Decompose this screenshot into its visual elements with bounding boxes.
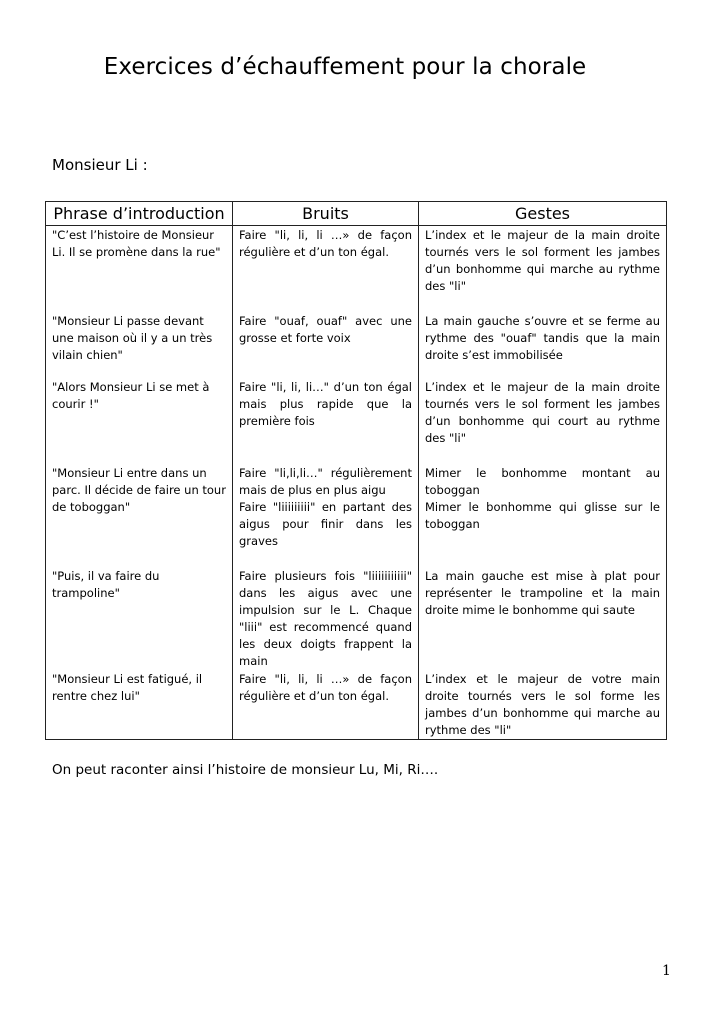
cell-gestes: Mimer le bonhomme montant au toboggan Mimer le bonhomme qui glisse sur le toboggan xyxy=(419,464,667,567)
cell-bruits: Faire "ouaf, ouaf" avec une grosse et forte voix xyxy=(233,312,419,378)
cell-phrase: "Monsieur Li entre dans un parc. Il décide de faire un tour de toboggan" xyxy=(46,464,233,567)
cell-phrase: "Monsieur Li passe devant une maison où il y a un très vilain chien" xyxy=(46,312,233,378)
page-title: Exercices d’échauffement pour la chorale xyxy=(103,54,587,80)
cell-gestes: L’index et le majeur de la main droite tournés vers le sol forment les jambes d’un bonhomme qui court au rythme des "li" xyxy=(419,378,667,464)
cell-phrase: "Puis, il va faire du trampoline" xyxy=(46,567,233,670)
cell-gestes: L’index et le majeur de la main droite tournés vers le sol forment les jambes d’un bonhomme qui marche au rythme des "li" xyxy=(419,226,667,312)
cell-gestes: La main gauche est mise à plat pour représenter le trampoline et la main droite mime le bonhomme qui saute xyxy=(419,567,667,670)
table-row xyxy=(46,567,667,670)
table-row xyxy=(46,226,667,312)
cell-bruits: Faire "li, li, li …» de façon régulière et d’un ton égal. xyxy=(233,670,419,740)
header-phrase: Phrase d’introduction xyxy=(46,202,233,226)
table-row xyxy=(46,464,667,567)
cell-phrase: "C’est l’histoire de Monsieur Li. Il se promène dans la rue" xyxy=(46,226,233,312)
cell-gestes: L’index et le majeur de votre main droite tournés vers le sol forme les jambes d’un bonhomme qui marche au rythme des "li" xyxy=(419,670,667,740)
table-header-row xyxy=(46,202,667,226)
header-bruits: Bruits xyxy=(233,202,419,226)
page-number: 1 xyxy=(662,963,671,979)
cell-phrase: "Alors Monsieur Li se met à courir !" xyxy=(46,378,233,464)
table-row xyxy=(46,312,667,378)
header-gestes: Gestes xyxy=(419,202,667,226)
table-row xyxy=(46,378,667,464)
cell-bruits: Faire "li, li, li…" d’un ton égal mais plus rapide que la première fois xyxy=(233,378,419,464)
exercises-table xyxy=(45,201,667,740)
section-subtitle: Monsieur Li : xyxy=(52,156,148,174)
cell-phrase: "Monsieur Li est fatigué, il rentre chez lui" xyxy=(46,670,233,740)
cell-bruits: Faire "li, li, li …» de façon régulière et d’un ton égal. xyxy=(233,226,419,312)
cell-bruits: Faire "li,li,li…" régulièrement mais de plus en plus aigu Faire "liiiiiiiii" en partant des aigus pour finir dans les graves xyxy=(233,464,419,567)
cell-gestes: La main gauche s’ouvre et se ferme au rythme des "ouaf" tandis que la main droite s’est immobilisée xyxy=(419,312,667,378)
footer-note: On peut raconter ainsi l’histoire de monsieur Lu, Mi, Ri…. xyxy=(52,762,439,778)
table-row xyxy=(46,670,667,740)
cell-bruits: Faire plusieurs fois "liiiiiiiiiii" dans les aigus avec une impulsion sur le L. Chaque "liii" est recommencé quand les deux doigts frappent la main xyxy=(233,567,419,670)
